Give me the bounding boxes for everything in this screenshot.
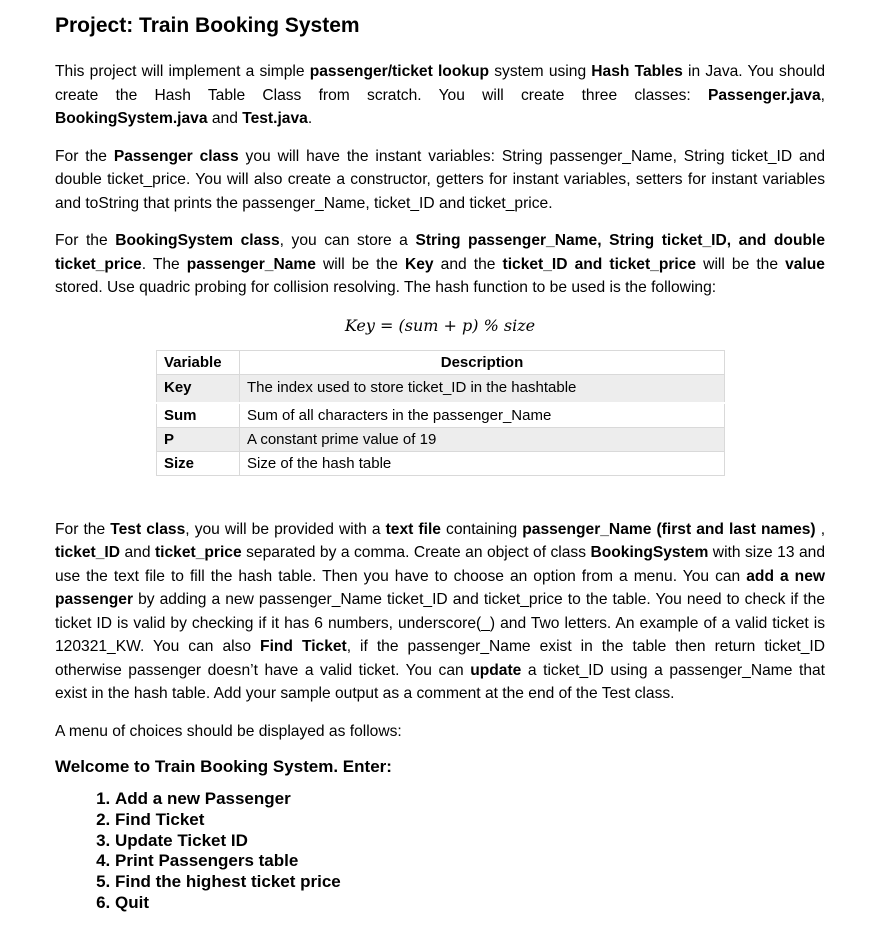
text-run: system using: [489, 63, 592, 80]
bold-text-run: passenger/ticket lookup: [309, 63, 490, 80]
text-run: For the: [55, 232, 116, 249]
bold-text-run: ticket_ID and ticket_price: [502, 255, 697, 273]
intro-paragraph: [55, 60, 825, 131]
bold-text-run: Passenger class: [113, 147, 239, 165]
table-cell-variable: Sum: [157, 403, 240, 428]
bold-text-run: Key: [404, 255, 434, 273]
text-run: . The: [141, 255, 187, 273]
text-run: For the: [55, 520, 111, 538]
text-run: a ticket_ID using a passenger_Name that exist in the hash table. Add your sample output as a comment at the end of the Test class.: [55, 661, 825, 702]
bold-text-run: passenger_Name: [186, 255, 316, 273]
text-run: and: [120, 544, 155, 561]
text-run: by adding a new passenger_Name ticket_ID and ticket_price to the table. You need to check if the ticket ID is valid by checking if it has 6 numbers, underscore(_) and Two letters. An example of a valid ticket is 120321_KW. You can also: [55, 591, 825, 655]
bold-text-run: String passenger_Name, String ticket_ID, and double ticket_price: [55, 232, 826, 273]
booking-system-paragraph: [55, 229, 825, 300]
bold-text-run: Hash Tables: [591, 63, 683, 80]
text-run: .: [307, 110, 313, 127]
menu-item: 1. Add a new Passenger: [115, 789, 825, 810]
table-cell-variable: Key: [157, 374, 240, 403]
menu-heading: Welcome to Train Booking System. Enter:: [55, 757, 392, 776]
bold-text-run: Test class: [110, 520, 186, 538]
table-header-row: [157, 350, 725, 374]
table-cell-description: Size of the hash table: [240, 451, 725, 475]
text-run: , you will be provided with a: [185, 520, 386, 538]
document-title: Project: Train Booking System: [55, 14, 360, 37]
bold-text-run: BookingSystem.java: [55, 110, 208, 127]
bold-text-run: Find Ticket: [260, 638, 347, 655]
text-run: , if the passenger_Name exist in the table then return ticket_ID otherwise passenger doesn’t have a valid ticket. You can: [55, 638, 825, 679]
menu-item: 5. Find the highest ticket price: [115, 872, 825, 893]
variables-table: [156, 350, 725, 476]
bold-text-run: passenger_Name (first and last names): [522, 520, 816, 538]
menu-item: 3. Update Ticket ID: [115, 831, 825, 852]
text-run: For the: [55, 147, 114, 165]
text-run: This project will implement a simple: [55, 63, 310, 80]
bold-text-run: value: [785, 255, 825, 273]
table-cell-description: A constant prime value of 19: [240, 427, 725, 451]
table-cell-variable: Size: [157, 451, 240, 475]
table-row: [157, 374, 725, 403]
table-header-description: Description: [240, 350, 725, 374]
table-cell-description: Sum of all characters in the passenger_Name: [240, 403, 725, 428]
bold-text-run: ticket_price: [154, 544, 242, 561]
text-run: stored. Use quadric probing for collision resolving. The hash function to be used is the following:: [55, 279, 717, 296]
menu-intro-paragraph: A menu of choices should be displayed as follows:: [55, 722, 402, 740]
bold-text-run: Passenger.java: [707, 86, 821, 104]
test-class-paragraph: [55, 518, 825, 706]
text-run: will be the: [696, 255, 786, 273]
bold-text-run: add a new passenger: [55, 567, 825, 608]
table-cell-variable: P: [157, 427, 240, 451]
text-run: separated by a comma. Create an object of class: [241, 544, 591, 561]
menu-list: [55, 789, 825, 914]
bold-text-run: BookingSystem class: [115, 232, 280, 249]
passenger-class-paragraph: [55, 145, 825, 216]
table-row: [157, 427, 725, 451]
table-row: [157, 451, 725, 475]
text-run: with size 13 and use the text file to fill the hash table. Then you have to choose an option from a menu. You can: [55, 544, 826, 585]
text-run: will be the: [315, 255, 405, 273]
bold-text-run: BookingSystem: [590, 544, 709, 561]
text-run: containing: [440, 520, 523, 538]
table-header-variable: Variable: [157, 350, 240, 374]
text-run: ,: [815, 520, 826, 538]
menu-item: 2. Find Ticket: [115, 810, 825, 831]
bold-text-run: ticket_ID: [55, 544, 121, 561]
text-run: you will have the instant variables: String passenger_Name, String ticket_ID and double ticket_price. You will also create a constructor, getters for instant variables, setters for instant variables and toString that prints the passenger_Name, ticket_ID and ticket_price.: [55, 147, 825, 212]
menu-item: 4. Print Passengers table: [115, 851, 825, 872]
document-page: [55, 12, 825, 914]
bold-text-run: text file: [385, 520, 441, 538]
table-cell-description: The index used to store ticket_ID in the hashtable: [240, 374, 725, 403]
menu-item: 6. Quit: [115, 893, 825, 914]
bold-text-run: update: [470, 661, 522, 679]
hash-formula: Key = (sum + p) % size: [344, 315, 536, 335]
bold-text-run: Test.java: [242, 110, 308, 127]
text-run: in Java. You should create the Hash Table Class from scratch. You will create three classes:: [55, 63, 825, 104]
text-run: ,: [820, 86, 825, 104]
table-row: [157, 403, 725, 428]
text-run: , you can store a: [279, 232, 416, 249]
text-run: and: [207, 110, 243, 127]
text-run: and the: [433, 255, 503, 273]
